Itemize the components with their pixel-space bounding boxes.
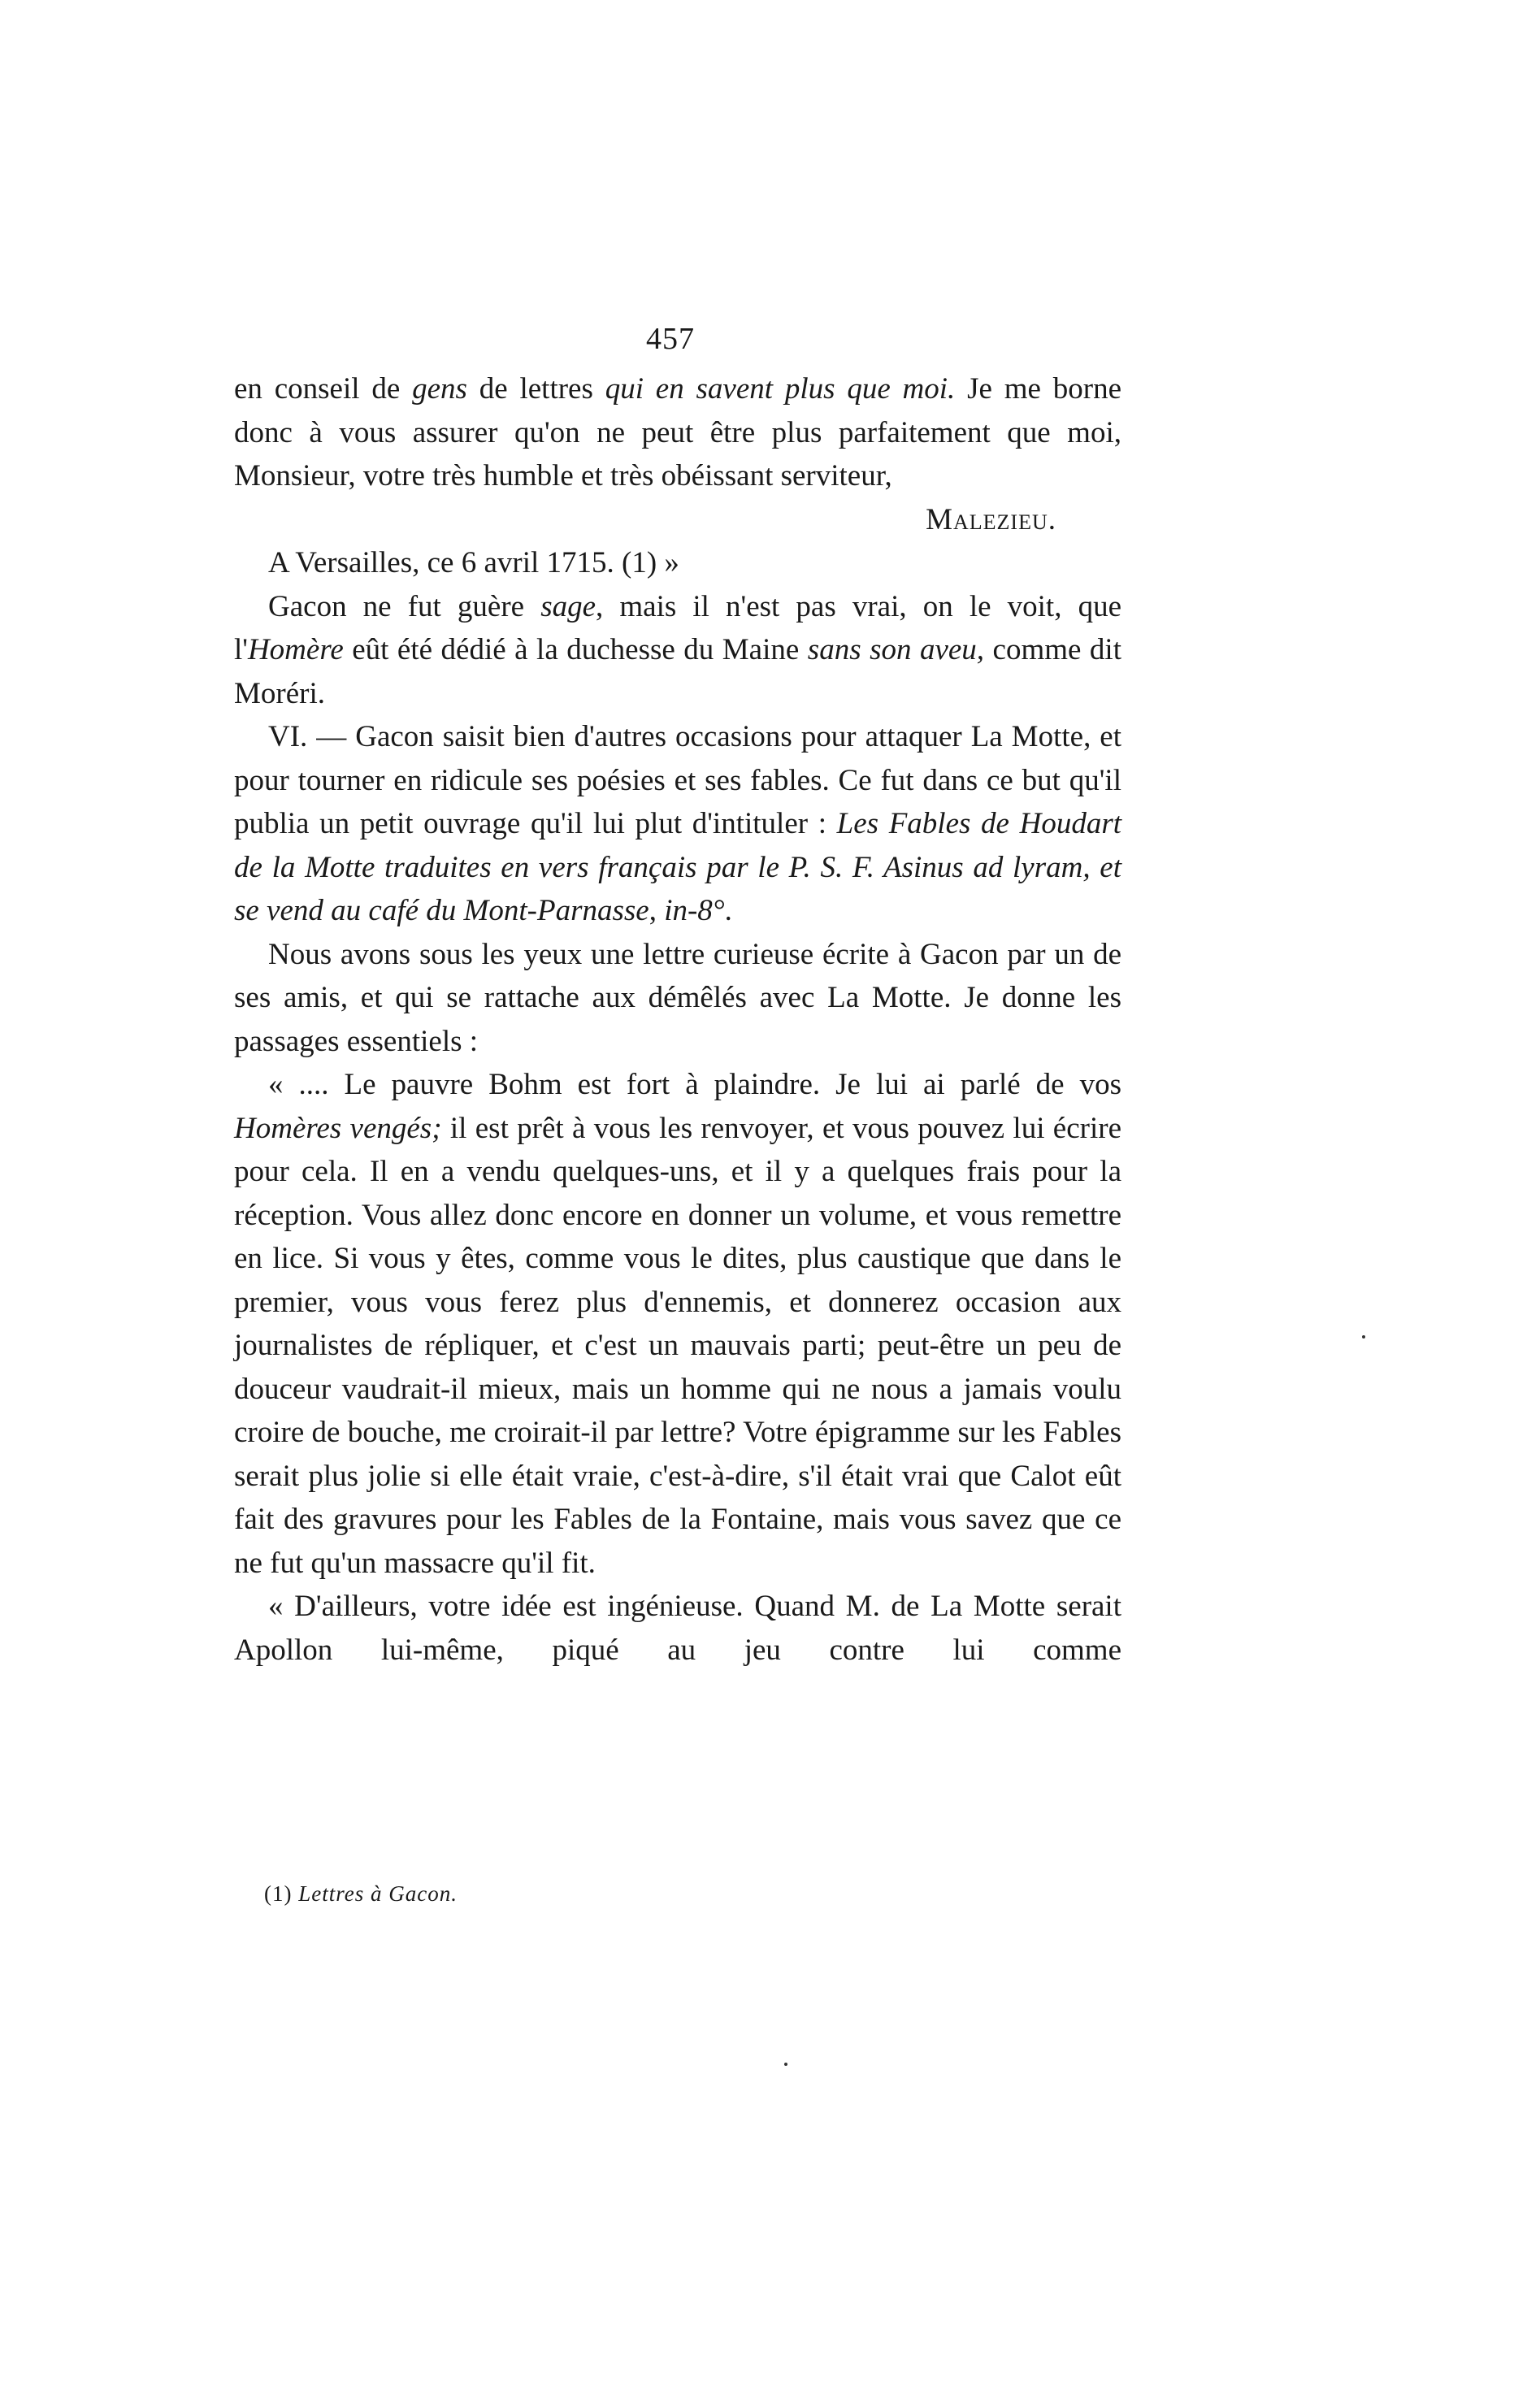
signature: Malezieu. <box>926 502 1056 536</box>
print-speck <box>1362 1335 1365 1339</box>
paragraph-gacon-sage: Gacon ne fut guère sage, mais il n'est pas vrai, on le voit, que l'Homère eût été dédié à la duchesse du Maine sans son aveu, comme dit Moréri. <box>234 589 1121 710</box>
paragraph-lettre-curieuse: Nous avons sous les yeux une lettre curieuse écrite à Gacon par un de ses amis, et qui se rattache aux démêlés avec La Motte. Je donne les passages essentiels : <box>234 937 1121 1058</box>
paragraph-date: A Versailles, ce 6 avril 1715. (1) » <box>268 546 679 579</box>
paragraph-quoted-letter: « .... Le pauvre Bohm est fort à plaindre. Je lui ai parlé de vos Homères vengés; il est prêt à vous les renvoyer, et vous pouvez lui écrire pour cela. Il en a vendu quelques-uns, et il y a quelques frais pour la réception. Vous allez donc encore en donner un volume, et vous remettre en lice. Si vous y êtes, comme vous le dites, plus caustique que dans le premier, vous vous ferez plus d'ennemis, et donnerez occasion aux journalistes de répliquer, et c'est un mauvais parti; peut-être un peu de douceur vaudrait-il mieux, mais un homme qui ne nous a jamais voulu croire de bouche, me croirait-il par lettre? Votre épigramme sur les Fables serait plus jolie si elle était vraie, c'est-à-dire, s'il était vrai que Calot eût fait des gravures pour les Fables de la Fontaine, mais vous savez que ce ne fut qu'un massacre qu'il fit. <box>234 1068 1121 1580</box>
print-speck <box>784 2063 787 2066</box>
footnote-text: Lettres à Gacon. <box>298 1881 458 1906</box>
body-text <box>234 367 1121 1672</box>
paragraph-letter-continuation: en conseil de gens de lettres qui en savent plus que moi. Je me borne donc à vous assurer qu'on ne peut être plus parfaitement que moi, Monsieur, votre très humble et très obéissant serviteur, <box>234 372 1122 492</box>
page-number: 457 <box>646 322 695 356</box>
signature-line <box>234 498 1121 542</box>
paragraph-dailleurs: « D'ailleurs, votre idée est ingénieuse. Quand M. de La Motte serait Apollon lui-même, piqué au jeu contre lui comme <box>234 1590 1121 1667</box>
footnote-marker: (1) <box>264 1881 293 1906</box>
paragraph-section-vi: VI. — Gacon saisit bien d'autres occasions pour attaquer La Motte, et pour tourner en ridicule ses poésies et ses fables. Ce fut dans ce but qu'il publia un petit ouvrage qu'il lui plut d'intituler : Les Fables de Houdart de la Motte traduites en vers français par le P. S. F. Asinus ad lyram, et se vend au café du Mont-Parnasse, in-8°. <box>234 720 1122 927</box>
footnote <box>264 1881 458 1907</box>
